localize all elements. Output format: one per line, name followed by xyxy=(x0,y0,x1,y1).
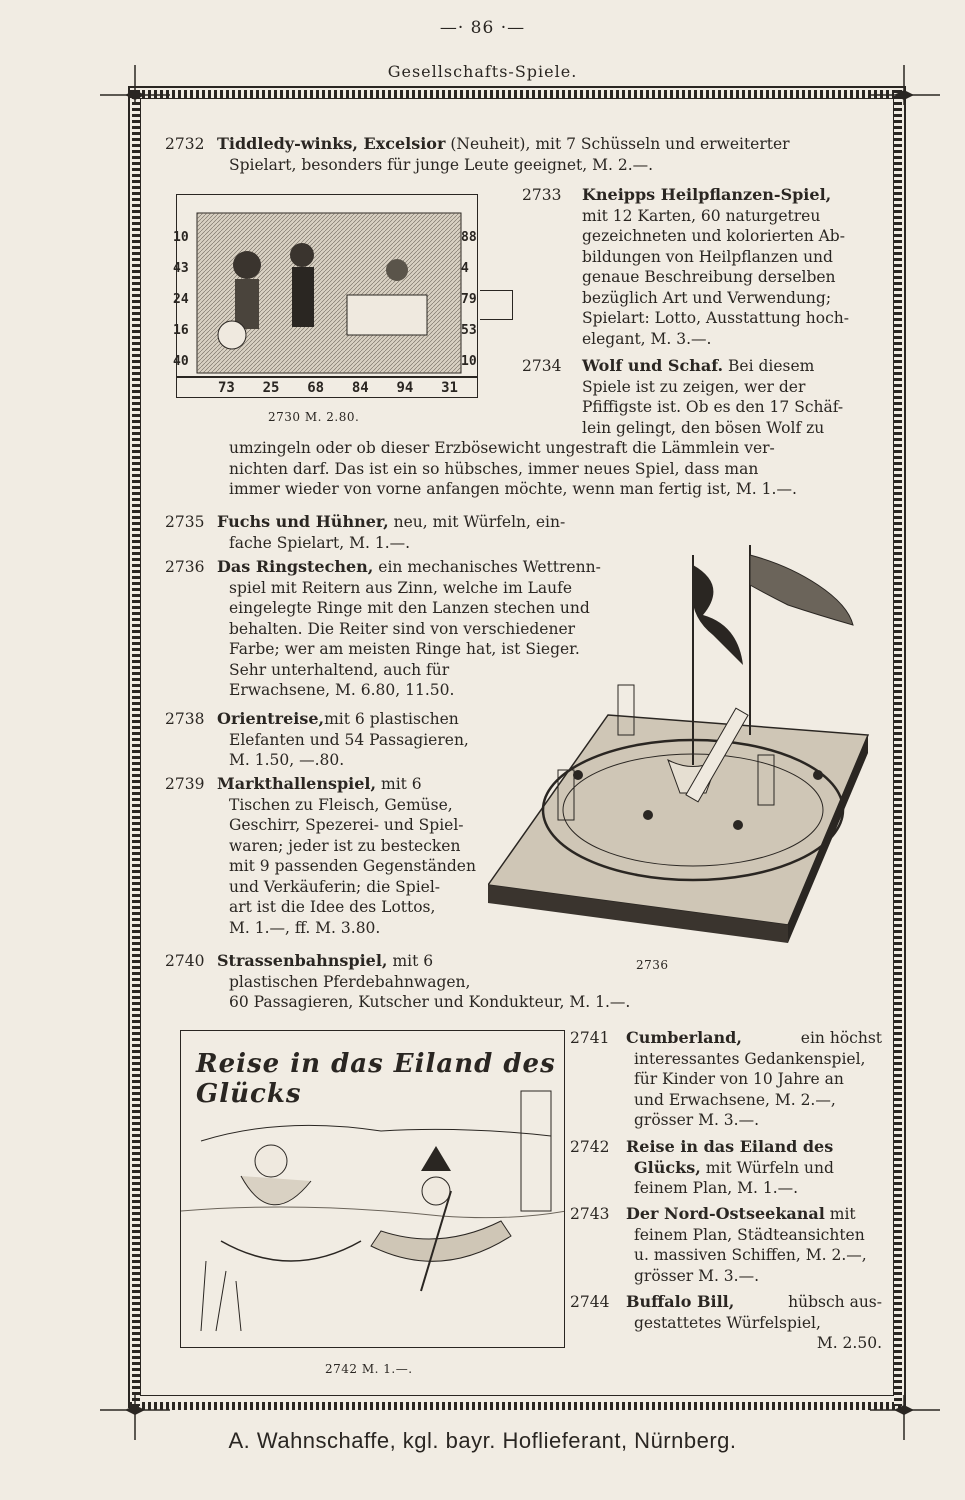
lotto-card-illustration xyxy=(176,194,478,398)
item-2733: 2733 Kneipps Heilpflanzen-Spiel, mit 12 Karten, 60 naturgetreu gezeichneten und kolorierten Ab- bildungen von Heilpflanzen und genaue Beschreibung derselben bezüglich Art und Verwendung; Spielart: Lotto, Ausstattung hoch- elegant, M. 3.—. xyxy=(522,185,849,348)
item-2744: 2744 Buffalo Bill, hübsch aus- gestattetes Würfelspiel, M. 2.50. xyxy=(570,1292,882,1352)
page-number: —· 86 ·— xyxy=(439,18,526,38)
figure-caption-2736: 2736 xyxy=(636,958,669,972)
lotto-bottom-numbers: 73 25 68 84 94 31 xyxy=(218,380,458,396)
island-drawing xyxy=(181,1031,565,1348)
figure-caption-2742: 2742 M. 1.—. xyxy=(325,1362,413,1376)
item-2734-continued: umzingeln oder ob dieser Erzbösewicht ungestraft die Lämmlein ver- nichten darf. Das ist ein so hübsches, immer neues Spiel, dass man immer wieder von vorne anfangen möchte, wenn man fertig ist, M. 1.—. xyxy=(229,439,797,498)
lotto-right-numbers: 88 4 79 53 10 xyxy=(461,230,477,369)
lotto-left-numbers: 10 43 24 16 40 xyxy=(173,230,189,369)
lotto-card-drawing xyxy=(177,195,478,398)
section-title: Gesellschafts-Spiele. xyxy=(387,62,578,81)
lotto-card-tab xyxy=(480,290,513,320)
item-2741: 2741 Cumberland, ein höchst interessantes Gedankenspiel, für Kinder von 10 Jahre an und Erwachsene, M. 2.—, grösser M. 3.—. xyxy=(570,1028,882,1129)
frame-corner-ornament-right xyxy=(870,60,950,110)
island-game-illustration xyxy=(180,1030,565,1348)
frame-corner-ornaments xyxy=(100,60,870,110)
item-2735: 2735 Fuchs und Hühner, neu, mit Würfeln, ein- fache Spielart, M. 1.—. xyxy=(165,512,566,552)
item-2732-line2: Spielart, besonders für junge Leute geeignet, M. 2.—. xyxy=(229,156,654,174)
frame-rail-left xyxy=(132,90,140,1406)
publisher-footer: A. Wahnschaffe, kgl. bayr. Hoflieferant, Nürnberg. xyxy=(228,1428,737,1453)
item-2736: 2736 Das Ringstechen, ein mechanisches Wettrenn- spiel mit Reitern aus Zinn, welche im Laufe eingelegte Ringe mit den Lanzen stechen und behalten. Die Reiter sind von verschiedener Farbe; wer am meisten Ringe hat, ist Sieger. Sehr unterhaltend, auch für Erwachsene, M. 6.80, 11.50. xyxy=(165,557,601,699)
ringstechen-illustration xyxy=(488,525,878,945)
item-2743: 2743 Der Nord-Ostseekanal mit feinem Plan, Städteansichten u. massiven Schiffen, M. 2.—, grösser M. 3.—. xyxy=(570,1204,867,1285)
item-2740: 2740 Strassenbahnspiel, mit 6 plastischen Pferdebahnwagen, 60 Passagieren, Kutscher und Kondukteur, M. 1.—. xyxy=(165,951,631,1011)
island-game-title: Reise in das Eiland des Glücks xyxy=(196,1049,556,1109)
frame-rail-right xyxy=(894,90,902,1406)
item-2739: 2739 Markthallenspiel, mit 6 Tischen zu Fleisch, Gemüse, Geschirr, Spezerei- und Spiel- waren; jeder ist zu bestecken mit 9 passenden Gegenständen und Verkäuferin; die Spiel- art ist die Idee des Lottos, M. 1.—, ff. M. 3.80. xyxy=(165,774,476,937)
item-2732: 2732 Tiddledy-winks, Excelsior (Neuheit), mit 7 Schüsseln und erweiterter xyxy=(165,134,790,153)
item-2734: 2734 Wolf und Schaf. Bei diesem Spiele ist zu zeigen, wer der Pfiffigste ist. Ob es den 17 Schäf- lein gelingt, den bösen Wolf zu xyxy=(522,356,844,437)
item-2742: 2742 Reise in das Eiland des Glücks, mit Würfeln und feinem Plan, M. 1.—. xyxy=(570,1137,834,1197)
figure-caption-2730: 2730 M. 2.80. xyxy=(268,410,360,424)
frame-rail-bottom xyxy=(130,1402,904,1410)
item-2738: 2738 Orientreise,mit 6 plastischen Elefanten und 54 Passagieren, M. 1.50, —.80. xyxy=(165,709,469,769)
